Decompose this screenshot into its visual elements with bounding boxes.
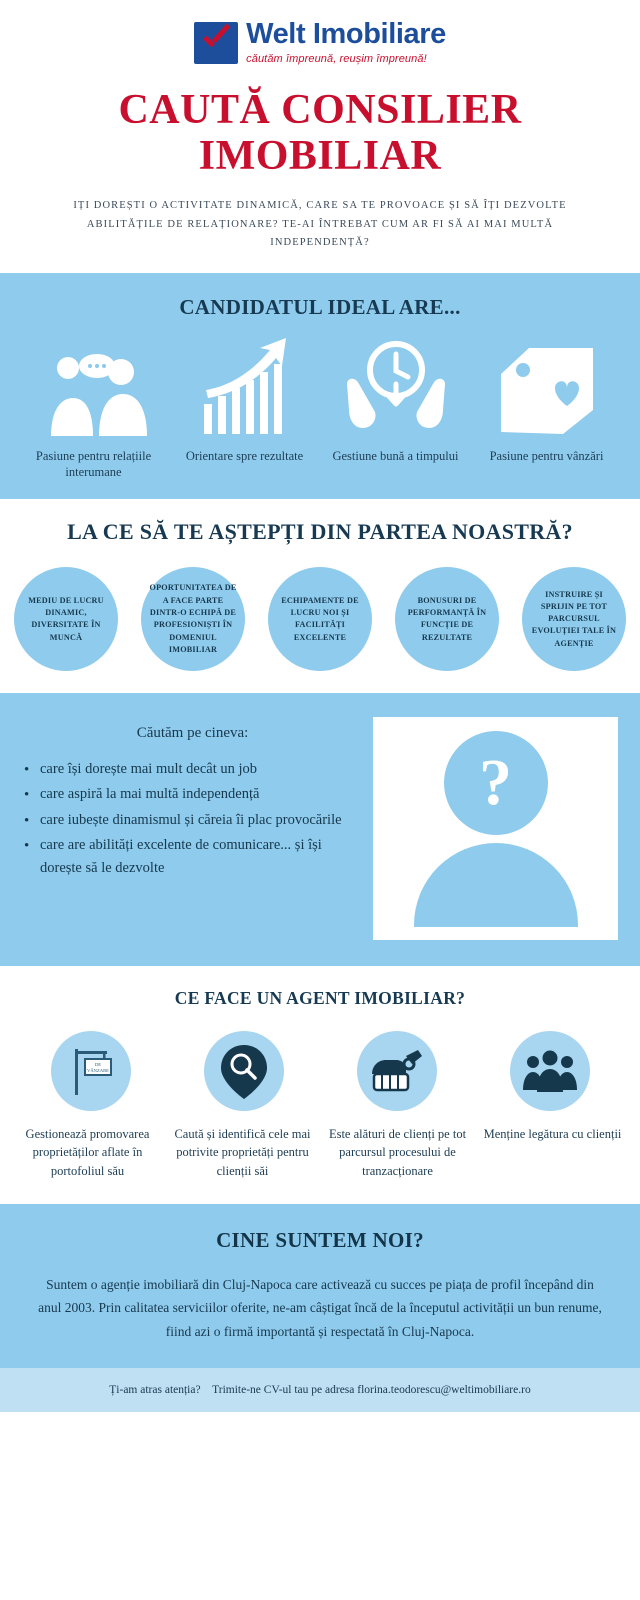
seeking-title: Căutăm pe cineva: <box>136 725 249 742</box>
page-title: CAUTĂ CONSILIER IMOBILIAR <box>118 87 522 180</box>
brand-logo <box>0 0 640 65</box>
list-item: • care își dorește mai mult decât un job <box>22 758 363 781</box>
group-of-people-icon <box>510 1031 590 1111</box>
two-people-talking-icon <box>19 336 169 436</box>
expectation-circle: INSTRUIRE ȘI SPRIJIN PE TOT PARCURSUL EVOLUȚIEI TALE ÎN AGENȚIE <box>522 567 626 671</box>
ideal-caption: Gestiune bună a timpului <box>332 448 459 463</box>
price-tag-heart-icon <box>472 336 622 436</box>
svg-text:DE: DE <box>94 1062 101 1068</box>
expectation-circle: BONUSURI DE PERFORMANȚĂ ÎN FUNCȚIE DE REZULTATE <box>395 567 499 671</box>
seeking-list <box>22 758 363 880</box>
agent-caption: Caută și identifică cele mai potrivite proprietăți pentru clienții săi <box>174 1127 311 1178</box>
footer-cta-text[interactable]: Trimite-ne CV-ul tau pe adresa florina.teodorescu@weltimobiliare.ro <box>212 1383 531 1396</box>
search-location-pin-icon <box>204 1031 284 1111</box>
ideal-icons-row <box>0 326 640 436</box>
question-mark-glyph: ? <box>479 746 512 820</box>
brand-tagline: căutăm împreună, reușim împreună! <box>246 53 427 65</box>
list-item: • care are abilități excelente de comunicare... și își dorește să le dezvolte <box>22 834 363 880</box>
expectation-circle: MEDIU DE LUCRU DINAMIC, DIVERSITATE ÎN MUNCĂ <box>14 567 118 671</box>
expectations-heading: LA CE SĂ TE AȘTEPȚI DIN PARTEA NOASTRĂ? <box>67 519 573 545</box>
seeking-section <box>0 693 640 966</box>
question-mark-person-icon <box>373 717 618 940</box>
about-heading: CINE SUNTEM NOI? <box>216 1227 424 1252</box>
list-item: • care aspiră la mai multă independență <box>22 783 363 806</box>
agent-heading: CE FACE UN AGENT IMOBILIAR? <box>174 988 466 1009</box>
footer-cta <box>0 1368 640 1412</box>
agent-caption: Menține legătura cu clienții <box>483 1127 622 1142</box>
expectations-section <box>0 499 640 693</box>
page-subtitle: IȚI DOREȘTI O ACTIVITATE DINAMICĂ, CARE SA TE PROVOACE ȘI SĂ ÎȚI DEZVOLTE ABILITĂȚILE DE RELAȚIONARE? TE-AI ÎNTREBAT CUM AR FI SĂ AI MAI MULTĂ INDEPENDENȚĂ? <box>73 200 567 249</box>
ideal-captions-row <box>0 436 640 482</box>
ideal-candidate-section <box>0 273 640 500</box>
for-sale-sign-icon <box>51 1031 131 1111</box>
ideal-heading: CANDIDATUL IDEAL ARE... <box>179 294 461 319</box>
expectation-circle: OPORTUNITATEA DE A FACE PARTE DINTR-O ECHIPĂ DE PROFESIONIȘTI ÎN DOMENIUL IMOBILIAR <box>141 567 245 671</box>
expectation-circle: ECHIPAMENTE DE LUCRU NOI ȘI FACILITĂȚI EXCELENTE <box>268 567 372 671</box>
expectations-circles <box>0 549 640 671</box>
header-section <box>0 0 640 273</box>
growth-bar-chart-arrow-icon <box>170 336 320 436</box>
ideal-caption: Pasiune pentru relațiile interumane <box>35 448 152 480</box>
list-item: • care iubește dinamismul și căreia îi plac provocările <box>22 809 363 832</box>
checkmark-icon <box>194 22 238 64</box>
agent-duties-section <box>0 966 640 1203</box>
agent-caption: Gestionează promovarea proprietăților aflate în portofoliul său <box>25 1127 150 1178</box>
about-text: Suntem o agenție imobiliară din Cluj-Napoca care activează cu succes pe piața de profil începând din anul 2003. Prin calitatea serviciilor oferite, ne-am câștigat încă de la începutul activității un bun renume, fiind azi o firmă importantă și respectată în Cluj-Napoca. <box>38 1276 602 1339</box>
brand-name: Welt Imobiliare <box>246 18 446 50</box>
about-section <box>0 1204 640 1368</box>
hands-holding-clock-icon <box>321 336 471 436</box>
handshake-keys-icon <box>357 1031 437 1111</box>
ideal-caption: Pasiune pentru vânzări <box>489 448 604 463</box>
ideal-caption: Orientare spre rezultate <box>185 448 304 463</box>
footer-question: Ți-am atras atenția? <box>109 1383 201 1396</box>
svg-text:VÂNZARE: VÂNZARE <box>86 1068 109 1074</box>
agent-caption: Este alături de clienți pe tot parcursul procesului de tranzacționare <box>328 1127 467 1178</box>
agent-icons-row <box>0 1009 640 1111</box>
agent-captions-row <box>0 1111 640 1179</box>
